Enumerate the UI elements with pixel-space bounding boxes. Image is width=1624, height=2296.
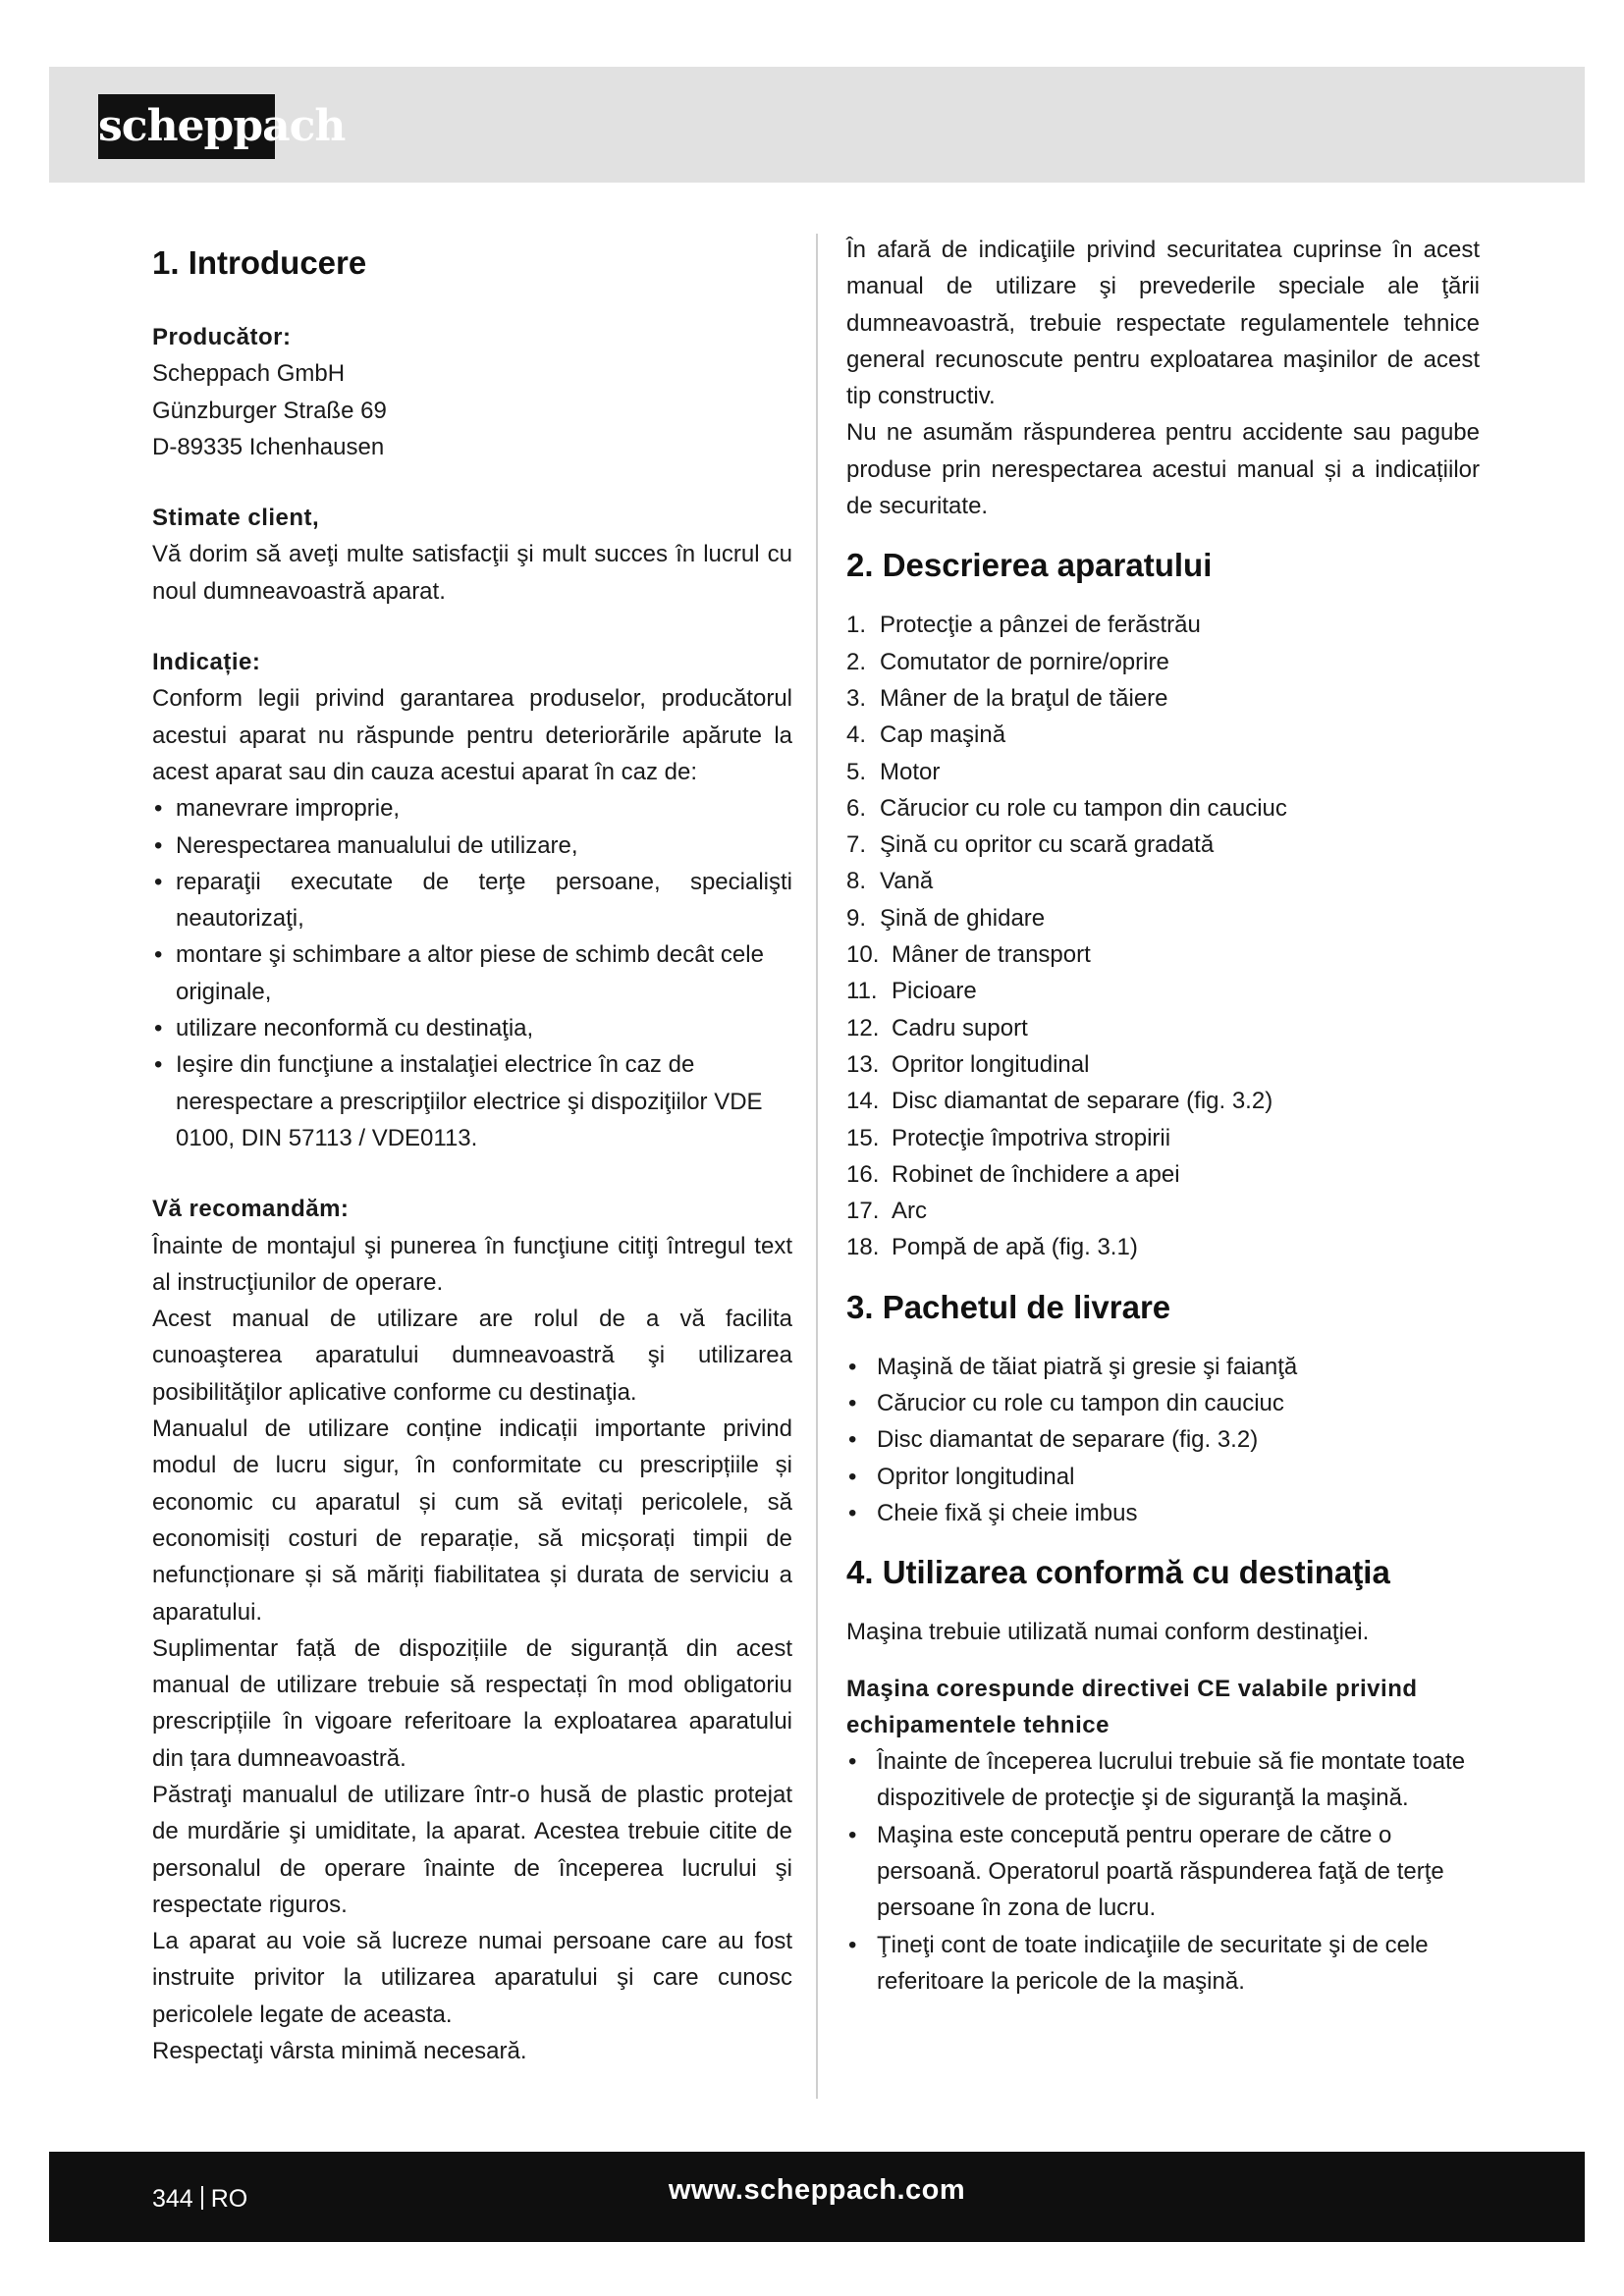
list-item: 12. Cadru suport [846,1014,1028,1041]
list-item: 14. Disc diamantat de separare (fig. 3.2) [846,1088,1273,1115]
ce-list [846,1743,1480,2000]
note-list [152,790,792,1156]
column-divider [816,234,818,2099]
list-item: • Ţineţi cont de toate indicaţiile de securitate şi de cele referitoare la pericole de la maşină. [846,1927,1480,2001]
list-item: 8. Vană [846,868,934,895]
list-item: 3. Mâner de la braţul de tăiere [846,684,1168,712]
recommend-paragraph: La aparat au voie să lucreze numai persoane care au fost instruite privitor la utilizarea aparatului şi care cunosc pericolele legate de aceasta. [152,1928,792,2028]
list-item: • montare şi schimbare a altor piese de schimb decât cele originale, [152,936,792,1010]
list-item: • Cărucior cu role cu tampon din cauciuc [846,1385,1480,1421]
recommend-paragraph: Păstraţi manualul de utilizare într-o husă de plastic protejat de murdărie şi umiditate, la aparat. Acestea trebuie citite de personalul de operare înainte de începerea lucrului şi respectate riguros. [152,1781,792,1918]
list-item: 18. Pompă de apă (fig. 3.1) [846,1234,1138,1261]
section-1-title: 1. Introducere [152,244,367,281]
recommend-paragraph: Respectaţi vârsta minimă necesară. [152,2038,527,2065]
list-item: • reparaţii executate de terţe persoane, specialişti neautorizaţi, [152,864,792,937]
page-header [49,67,1585,183]
list-item: 16. Robinet de închidere a apei [846,1160,1180,1188]
list-item: • Disc diamantat de separare (fig. 3.2) [846,1421,1480,1458]
page-number: 344 [152,2185,193,2213]
usage-text: Maşina trebuie utilizată numai conform destinaţiei. [846,1619,1370,1646]
list-item: • Înainte de începerea lucrului trebuie să fie montate toate dispozitivele de protecţie şi de siguranţă la maşină. [846,1743,1480,1817]
list-item: 15. Protecţie împotriva stropirii [846,1124,1171,1151]
ce-directive-label: Maşina corespunde directivei CE valabile privind echipamentele tehnice [846,1675,1418,1738]
recommend-paragraph: Acest manual de utilizare are rolul de a vă facilita cunoaşterea aparatului dumneavoastră şi utilizarea posibilităţilor aplicative conforme cu destinaţia. [152,1306,792,1406]
note-text: Conform legii privind garantarea produselor, producătorul acestui aparat nu răspunde pentru deteriorările apărute la acest aparat sau din cauza acestui aparat în caz de: [152,685,792,785]
list-item: • manevrare improprie, [152,790,792,827]
list-item: 11. Picioare [846,978,977,1005]
list-item: 4. Cap maşină [846,721,1006,749]
list-item: 13. Opritor longitudinal [846,1050,1090,1078]
list-item: • utilizare neconformă cu destinaţia, [152,1010,792,1046]
list-item: • Opritor longitudinal [846,1459,1480,1495]
parts-list [846,607,1480,1265]
recommend-paragraph: Suplimentar față de dispozițiile de siguranță din acest manual de utilizare trebuie să respectați în mod obligatoriu prescripțiile în vigoare referitoare la exploatarea aparatului din țara dumneavoastră. [152,1634,792,1772]
section-3-title: 3. Pachetul de livrare [846,1288,1171,1325]
list-item: 1. Protecţie a pânzei de ferăstrău [846,612,1201,639]
producer-line: Scheppach GmbH [152,360,346,388]
dear-client-label: Stimate client, [152,505,320,532]
list-item: • Ieşire din funcţiune a instalaţiei electrice în caz de nerespectare a prescripţiilor electrice şi dispoziţiilor VDE 0100, DIN 57113 / VDE0113. [152,1046,792,1156]
scheppach-logo: scheppach [98,94,275,159]
recommend-paragraph: Înainte de montajul şi punerea în funcţiune citiţi întregul text al instrucţiunilor de operare. [152,1232,792,1296]
intro-paragraph: Nu ne asumăm răspunderea pentru accidente sau pagube produse prin nerespectarea acestui manual și a indicațiilor de securitate. [846,419,1480,520]
section-4-title: 4. Utilizarea conformă cu destinaţia [846,1554,1390,1591]
list-item: 5. Motor [846,758,941,785]
website-link[interactable]: www.scheppach.com [668,2174,966,2206]
language-code: RO [210,2185,248,2213]
page-footer [49,2152,1585,2242]
producer-line: Günzburger Straße 69 [152,397,387,424]
list-item: • Nerespectarea manualului de utilizare, [152,828,792,864]
list-item: • Cheie fixă şi cheie imbus [846,1495,1480,1531]
intro-paragraph: În afară de indicaţiile privind securitatea cuprinse în acest manual de utilizare şi prevederile speciale ale ţării dumneavoastră, trebuie respectate regulamentele tehnice general recunoscute pentru exploatarea maşinilor de acest tip constructiv. [846,237,1480,410]
left-column [152,232,792,2069]
list-item: 2. Comutator de pornire/oprire [846,648,1169,675]
note-label: Indicație: [152,649,261,676]
recommend-paragraph: Manualul de utilizare conține indicații importante privind modul de lucru sigur, în conformitate cu prescripțiile și economic cu aparatul și cum să evitați pericolele, să economisiți costuri de reparație, să micșorați timpii de nefuncționare și să măriți fiabilitatea și durata de serviciu a aparatului. [152,1415,792,1626]
list-item: 10. Mâner de transport [846,941,1091,969]
delivery-list [846,1349,1480,1531]
list-item: 9. Şină de ghidare [846,904,1046,932]
section-2-title: 2. Descrierea aparatului [846,547,1213,584]
list-item: 17. Arc [846,1198,927,1225]
list-item: 6. Cărucior cu role cu tampon din cauciuc [846,794,1287,822]
recommend-label: Vă recomandăm: [152,1196,350,1223]
producer-line: D-89335 Ichenhausen [152,433,385,460]
right-column [846,232,1480,2000]
dear-client-text: Vă dorim să aveţi multe satisfacţii şi mult succes în lucrul cu noul dumneavoastră aparat. [152,541,792,605]
list-item: • Maşină de tăiat piatră şi gresie şi faianţă [846,1349,1480,1385]
list-item: • Maşina este concepută pentru operare de către o persoană. Operatorul poartă răspunderea faţă de terţe persoane în zona de lucru. [846,1817,1480,1927]
producer-label: Producător: [152,324,292,350]
list-item: 7. Şină cu opritor cu scară gradată [846,831,1215,859]
